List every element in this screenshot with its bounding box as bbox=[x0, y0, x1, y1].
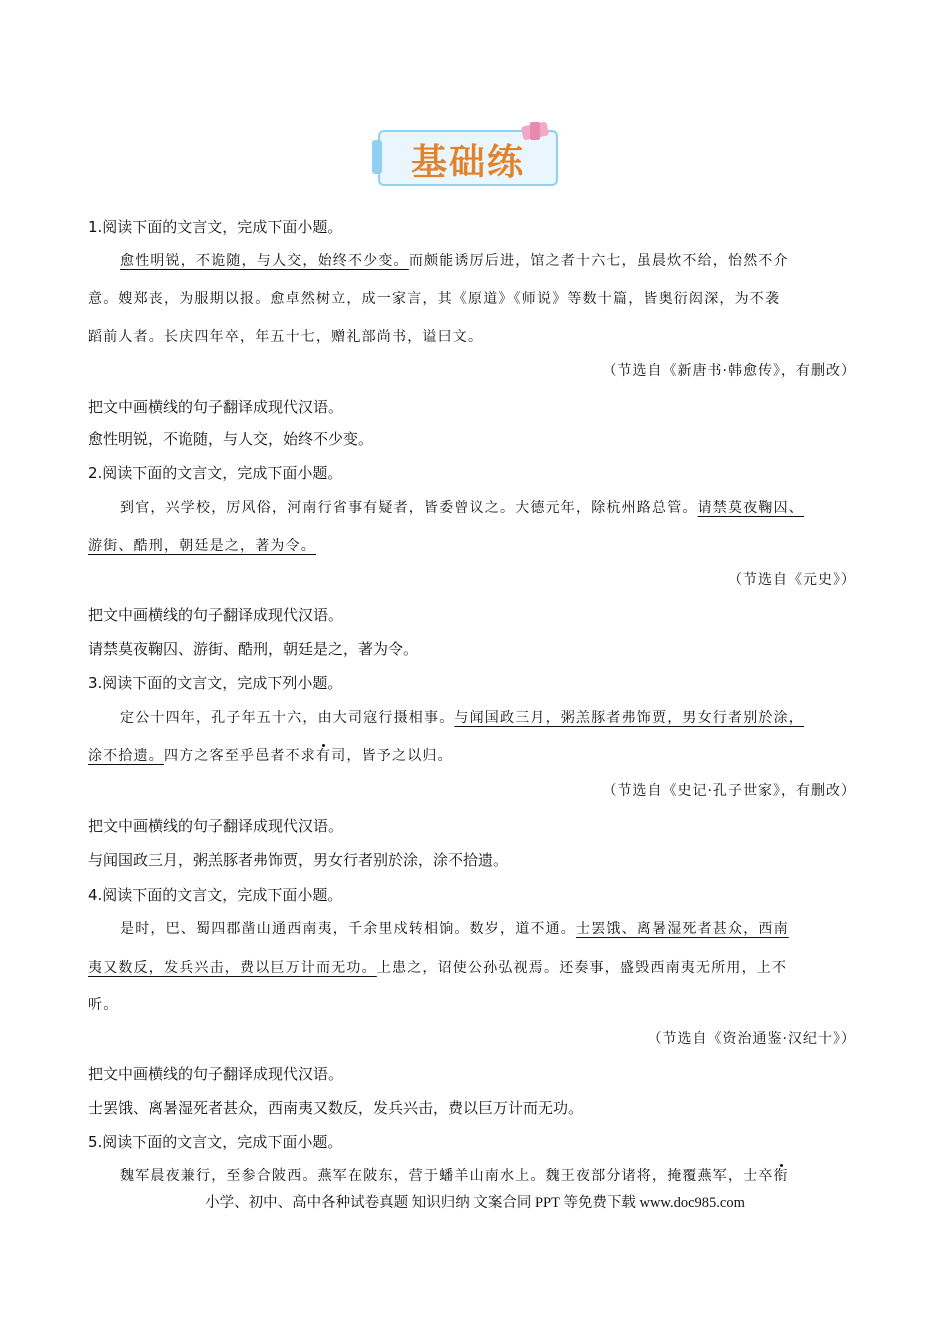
q4-underlined-sentence-b: 夷又数反，发兵兴击，费以巨万计而无功。 bbox=[88, 960, 377, 976]
q4-passage-line-3: 听。 bbox=[88, 997, 119, 1013]
q4-underlined-sentence-a: 士罢饿、离暑湿死者甚众，西南 bbox=[576, 921, 789, 937]
q3-answer: 与闻国政三月，粥羔豚者弗饰贾，男女行者别於涂，涂不拾遗。 bbox=[88, 851, 509, 869]
q4-passage-line-1 bbox=[120, 918, 789, 940]
banner-title: 基础练 bbox=[410, 141, 525, 183]
q4-prompt: 4.阅读下面的文言文，完成下面小题。 bbox=[88, 886, 343, 904]
q3-passage-text: 定公十四年，孔子年五十六，由大司寇行摄相事。 bbox=[120, 710, 455, 726]
q3-task: 把文中画横线的句子翻译成现代汉语。 bbox=[88, 817, 344, 835]
q3-passage-text-2: 四方之客至乎邑者不求 bbox=[164, 748, 316, 764]
q1-passage-line-2: 意。嫂郑丧，为服期以报。愈卓然树立，成一家言，其《原道》《师说》等数十篇，皆奥衍闳深，为不袭 bbox=[88, 291, 781, 307]
q2-underlined-sentence-a: 请禁莫夜鞠囚、 bbox=[697, 500, 805, 516]
q4-passage-line-2 bbox=[88, 957, 787, 979]
q1-passage-line-3: 蹈前人者。长庆四年卒，年五十七，赠礼部尚书，谥曰文。 bbox=[88, 329, 484, 345]
q2-task: 把文中画横线的句子翻译成现代汉语。 bbox=[88, 606, 344, 624]
q1-answer: 愈性明锐，不诡随，与人交，始终不少变。 bbox=[88, 430, 374, 448]
q1-task: 把文中画横线的句子翻译成现代汉语。 bbox=[88, 398, 344, 416]
q2-passage-line-1 bbox=[120, 497, 804, 519]
q3-passage-line-1 bbox=[120, 707, 804, 729]
q5-passage-line-1 bbox=[120, 1165, 789, 1187]
q3-underlined-sentence-b: 涂不拾遗。 bbox=[88, 748, 164, 764]
q1-passage-line-1 bbox=[120, 250, 789, 272]
q2-underlined-sentence-b: 游街、酷刑，朝廷是之，著为令。 bbox=[88, 538, 316, 554]
q1-passage-text: 而颇能诱厉后进，馆之者十六七，虽晨炊不给，怡然不介 bbox=[408, 253, 789, 269]
q2-source: （节选自《元史》） bbox=[728, 572, 856, 588]
q4-task: 把文中画横线的句子翻译成现代汉语。 bbox=[88, 1065, 344, 1083]
q4-answer: 士罢饿、离暑湿死者甚众，西南夷又数反，发兵兴击，费以巨万计而无功。 bbox=[88, 1099, 584, 1117]
q4-source: （节选自《资治通鉴·汉纪十》） bbox=[647, 1031, 856, 1047]
q3-passage-line-2 bbox=[88, 745, 453, 767]
q3-prompt: 3.阅读下面的文言文，完成下列小题。 bbox=[88, 674, 343, 692]
page-footer: 小学、初中、高中各种试卷真题 知识归纳 文案合同 PPT 等免费下载 www.doc985.com bbox=[205, 1195, 745, 1211]
q4-passage-text: 是时，巴、蜀四郡凿山通西南夷，千余里戍转相饷。数岁，道不通。 bbox=[120, 921, 576, 937]
q2-answer: 请禁莫夜鞠囚、游街、酷刑，朝廷是之，著为令。 bbox=[88, 640, 419, 658]
q3-passage-text-3: 司，皆予之以归。 bbox=[331, 748, 453, 764]
q1-source: （节选自《新唐书·韩愈传》，有删改） bbox=[602, 363, 856, 379]
q3-underlined-sentence-a: 与闻国政三月，粥羔豚者弗饰贾，男女行者别於涂， bbox=[454, 710, 805, 726]
q5-passage-text: 魏军晨夜兼行，至参合陂西。燕军在陂东，营于蟠羊山南水上。魏王夜部分诸将，掩覆燕军，士卒 bbox=[120, 1168, 774, 1184]
q3-emphasis-char: 有 bbox=[316, 748, 332, 764]
q5-emphasis-char: 衔 bbox=[773, 1168, 789, 1184]
q4-passage-text-2: 上患之，诏使公孙弘视焉。还奏事，盛毁西南夷无所用，上不 bbox=[376, 960, 788, 976]
q2-passage-text: 到官，兴学校，厉风俗，河南行省事有疑者，皆委曾议之。大德元年，除杭州路总管。 bbox=[120, 500, 698, 516]
q1-underlined-sentence: 愈性明锐，不诡随，与人交，始终不少变。 bbox=[120, 253, 409, 269]
q1-prompt: 1.阅读下面的文言文，完成下面小题。 bbox=[88, 218, 343, 236]
section-banner bbox=[372, 124, 564, 186]
q3-source: （节选自《史记·孔子世家》，有删改） bbox=[602, 783, 856, 799]
q2-passage-line-2 bbox=[88, 535, 316, 557]
q5-prompt: 5.阅读下面的文言文，完成下面小题。 bbox=[88, 1133, 343, 1151]
q2-prompt: 2.阅读下面的文言文，完成下面小题。 bbox=[88, 464, 343, 482]
